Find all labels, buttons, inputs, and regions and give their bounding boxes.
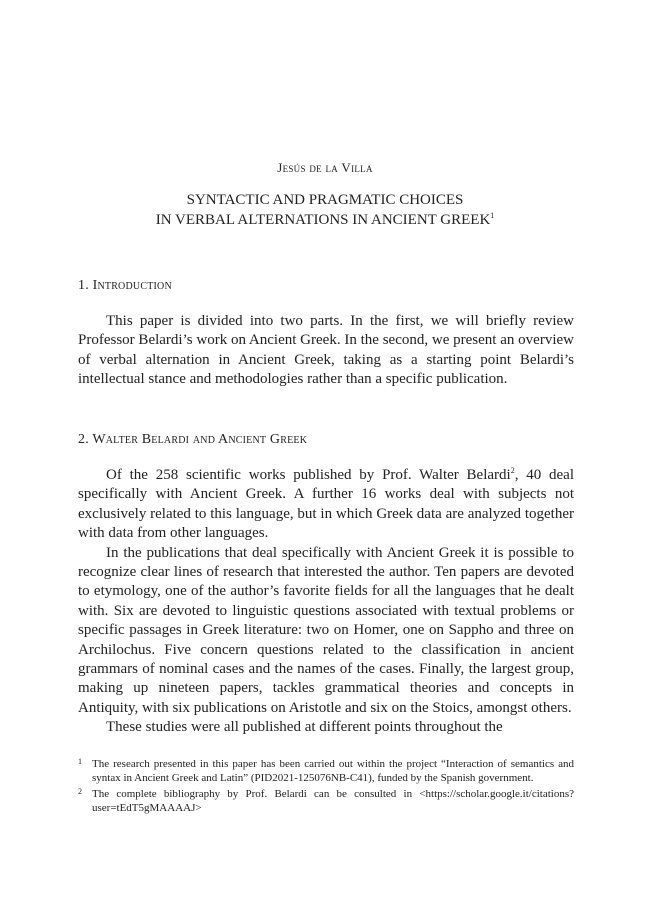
author-name: Jesús de la Villa [277,160,373,175]
section-1-heading: 1. Introduction [78,278,172,293]
footnote-2-text: The complete bibliography by Prof. Belardi can be consulted in <https://scholar.google.it/citations?user=tEdT5gMAAAAJ> [92,787,574,814]
p1-text-before-ref: Of the 258 scientific works published by Prof. Walter Belardi [106,467,511,483]
footnote-1 [78,757,574,786]
title-footnote-ref: 1 [490,211,495,220]
title-line-2-text: IN VERBAL ALTERNATIONS IN ANCIENT GREEK [155,212,491,228]
paper-title [0,190,650,230]
section-2-paragraph-3: These studies were all published at different points throughout the [106,719,503,736]
footnote-2 [78,787,574,816]
section-1-body [78,312,574,390]
p1-text-after-ref: , 40 deal specifically with Ancient Greek. A further 16 works deal with subjects not exclusively related to this language, but in which Greek data are analyzed together with data from other languages. [78,467,575,542]
section-1-paragraph: This paper is divided into two parts. In the first, we will briefly review Professor Belardi’s work on Ancient Greek. In the second, we present an overview of verbal alternation in Ancient Greek, taking as a starting point Belardi’s intellectual stance and methodologies rather than a specific publication. [78,313,574,388]
title-line-2 [0,210,650,230]
section-2-heading: 2. Walter Belardi and Ancient Greek [78,432,308,447]
section-2-paragraph-2: In the publications that deal specifically with Ancient Greek it is possible to recognize clear lines of research that interested the author. Ten papers are devoted to etymology, one of the author’s favorite fields for all the languages that he dealt with. Six are devoted to linguistic questions associated with textual problems or specific passages in Greek literature: two on Homer, one on Sappho and three on Archilochus. Five concern questions related to the classification in ancient grammars of nominal cases and the names of the cases. Finally, the largest group, making up nineteen papers, tackles grammatical theories and concepts in Antiquity, with six publications on Aristotle and six on the Stoics, amongst others. [78,544,574,716]
footnote-1-text: The research presented in this paper has been carried out within the project “Interaction of semantics and syntax in Ancient Greek and Latin” (PID2021-125076NB-C41), funded by the Spanish government. [92,758,574,785]
section-2-paragraph-1 [78,466,574,544]
section-2-body [78,466,574,738]
footnote-1-number: 1 [78,757,82,766]
footnote-2-number: 2 [78,786,82,796]
title-line-1: SYNTACTIC AND PRAGMATIC CHOICES [186,192,464,208]
footnotes [78,757,574,816]
p1-footnote-ref: 2 [510,466,515,475]
